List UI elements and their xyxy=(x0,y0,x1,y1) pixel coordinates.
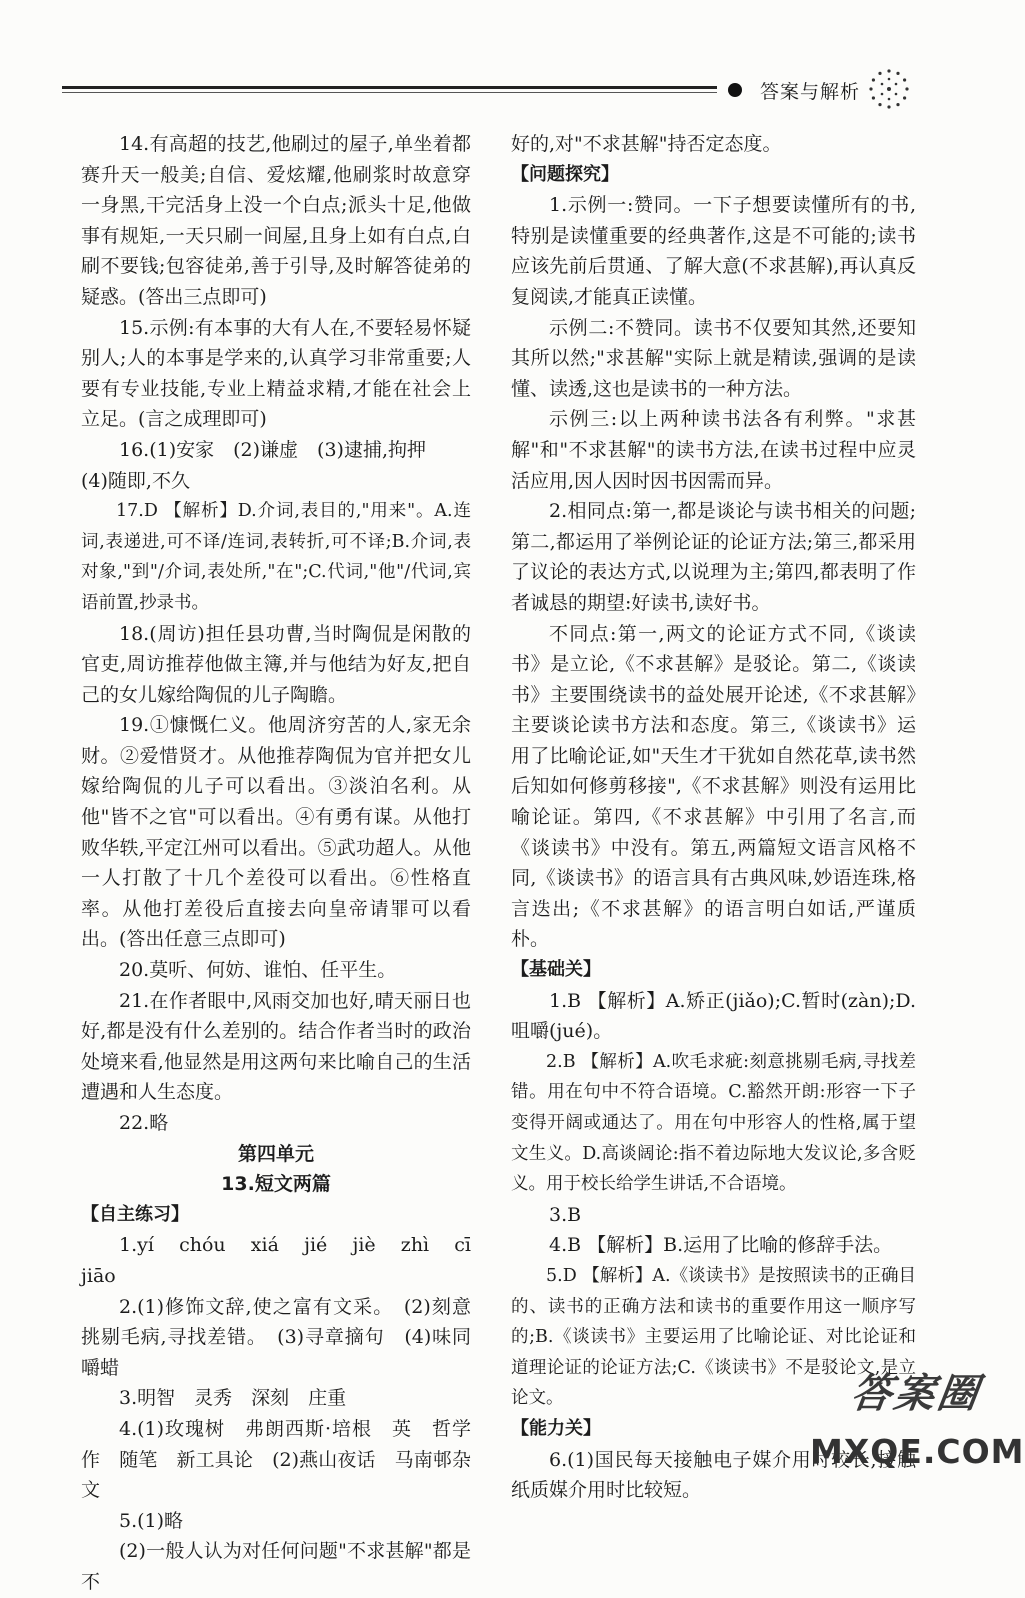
basic-1: 1.B 【解析】A.矫正(jiǎo);C.暂时(zàn);D.咀嚼(jué)。 xyxy=(511,989,916,1043)
inquiry-2-differences: 不同点:第一,两文的论证方式不同,《谈读书》是立论,《不求甚解》是驳论。第二,《谈读书》主要围绕读书的益处展开论述,《不求甚解》主要谈论读书方法和态度。第三,《谈读书》运用了比喻论证,如"天生才干犹如自然花草,读书然后知如何修剪移接",《不求甚解》则没有运用比喻论证。第四,《不求甚解》中引用了名言,而《谈读书》中没有。第五,两篇短文语言风格不同,《谈读书》的语言具有古典风味,妙语连珠,格言迭出;《不求甚解》的语言明白如话,严谨质朴。 xyxy=(511,622,916,951)
inquiry-1-example-3: 示例三:以上两种读书法各有利弊。"求甚解"和"不求甚解"的读书方法,在读书过程中应灵活应用,因人因时因书因需而异。 xyxy=(511,408,916,492)
section-jichu-guan: 【基础关】 xyxy=(511,959,601,981)
header-rule-thin xyxy=(62,92,717,93)
basic-4: 4.B 【解析】B.运用了比喻的修辞手法。 xyxy=(549,1234,893,1257)
exercise-1: 1.yí chóu xiá jié jiè zhì cī jiāo xyxy=(81,1234,491,1287)
watermark-logo: 答案圈 xyxy=(848,1371,984,1417)
right-column xyxy=(511,129,916,1506)
exercise-4: 4.(1)玫瑰树 弗朗西斯·培根 英 哲学作 随笔 新工具论 (2)燕山夜话 马南邨杂文 xyxy=(81,1417,471,1502)
basic-3: 3.B xyxy=(549,1203,582,1226)
lesson-title: 13.短文两篇 xyxy=(221,1173,331,1196)
answer-22: 22.略 xyxy=(119,1112,169,1134)
answer-21: 21.在作者眼中,风雨交加也好,晴天丽日也好,都是没有什么差别的。结合作者当时的政治处境来看,他显然是用这两句来比喻自己的生活遭遇和人生态度。 xyxy=(81,989,471,1104)
answer-16-a: 16.(1)安家 (2)谦虚 (3)逮捕,拘押 xyxy=(119,438,426,461)
answer-17: 17.D 【解析】D.介词,表目的,"用来"。A.连词,表递进,可不译/连词,表转折,可不译;B.介词,表对象,"到"/介词,表处所,"在";C.代词,"他"/代词,宾语前置,抄录书。 xyxy=(81,501,471,613)
section-nengli-guan: 【能力关】 xyxy=(511,1417,601,1439)
ability-6: 6.(1)国民每天接触电子媒介用时较长,接触纸质媒介用时比较短。 xyxy=(511,1448,916,1502)
header-title: 答案与解析 xyxy=(760,81,861,103)
inquiry-1-example-2: 示例二:不赞同。读书不仅要知其然,还要知其所以然;"求甚解"实际上就是精读,强调的是读懂、读透,这也是读书的一种方法。 xyxy=(511,316,916,400)
left-column xyxy=(81,129,491,1598)
unit-title: 第四单元 xyxy=(237,1142,314,1165)
inquiry-2-similarities: 2.相同点:第一,都是谈论与读书相关的问题;第二,都运用了举例论证的论证方法;第三,都采用了议论的表达方式,以说理为主;第四,都表明了作者诚恳的期望:好读书,读好书。 xyxy=(511,500,916,614)
basic-5: 5.D 【解析】A.《谈读书》是按照读书的正确目的、读书的正确方法和读书的重要作用这一顺序写的;B.《谈读书》主要运用了比喻论证、对比论证和道理论证的论证方法;C.《谈读书》不是驳论文,是立论文。 xyxy=(511,1265,916,1409)
answer-18: 18.(周访)担任县功曹,当时陶侃是闲散的官吏,周访推荐他做主簿,并与他结为好友,把自己的女儿嫁给陶侃的儿子陶瞻。 xyxy=(81,622,471,706)
header-bullet-icon xyxy=(728,83,742,97)
answer-14: 14.有高超的技艺,他刷过的屋子,单坐着都赛升天一般美;自信、爱炫耀,他刷浆时故意穿一身黑,干完活身上没一个白点;派头十足,他做事有规矩,一天只刷一间屋,且身上如有白点,白刷不要钱;包容徒弟,善于引导,及时解答徒弟的疑惑。(答出三点即可) xyxy=(81,133,471,308)
header-rule-thick xyxy=(62,86,717,89)
answer-16-b: (4)随即,不久 xyxy=(81,469,190,492)
answer-20: 20.莫听、何妨、谁怕、任平生。 xyxy=(119,959,397,982)
answer-19: 19.①慷慨仁义。他周济穷苦的人,家无余财。②爱惜贤才。从他推荐陶侃为官并把女儿嫁给陶侃的儿子可以看出。③淡泊名利。从他"皆不之官"可以看出。④有勇有谋。从他打败华轶,平定江州可以看出。⑤武功超人。从他一人打散了十几个差役可以看出。⑥性格直率。从他打差役后直接去向皇帝请罪可以看出。(答出任意三点即可) xyxy=(81,714,471,951)
section-wenti-tanjiu: 【问题探究】 xyxy=(511,163,619,185)
answer-15: 15.示例:有本事的大有人在,不要轻易怀疑别人;人的本事是学来的,认真学习非常重要;人要有专业技能,专业上精益求精,才能在社会上立足。(言之成理即可) xyxy=(81,316,471,431)
basic-2: 2.B 【解析】A.吹毛求疵:刻意挑剔毛病,寻找差错。用在句中不符合语境。C.豁然开朗:形容一下子变得开阔或通达了。用在句中形容人的性格,属于望文生义。D.高谈阔论:指不着边际地大发议论,多含贬义。用于校长给学生讲话,不合语境。 xyxy=(511,1051,916,1195)
exercise-2: 2.(1)修饰文辞,使之富有文采。 (2)刻意挑剔毛病,寻找差错。 (3)寻章摘句 (4)味同嚼蜡 xyxy=(81,1295,471,1379)
exercise-3: 3.明智 灵秀 深刻 庄重 xyxy=(119,1387,347,1410)
section-zizhu-lianxi: 【自主练习】 xyxy=(81,1203,189,1225)
inquiry-1-example-1: 1.示例一:赞同。一下子想要读懂所有的书,特别是读懂重要的经典著作,这是不可能的;读书应该先前后贯通、了解大意(不求甚解),再认真反复阅读,才能真正读懂。 xyxy=(511,194,916,308)
exercise-5-2-continued: 好的,对"不求甚解"持否定态度。 xyxy=(511,133,782,155)
dotted-circle-ornament-icon xyxy=(868,68,910,110)
exercise-5-2: (2)一般人认为对任何问题"不求甚解"都是不 xyxy=(81,1540,471,1593)
exercise-5-1: 5.(1)略 xyxy=(119,1509,184,1532)
header-rule xyxy=(62,86,717,95)
watermark-url: MXQE.COM xyxy=(810,1432,1025,1471)
